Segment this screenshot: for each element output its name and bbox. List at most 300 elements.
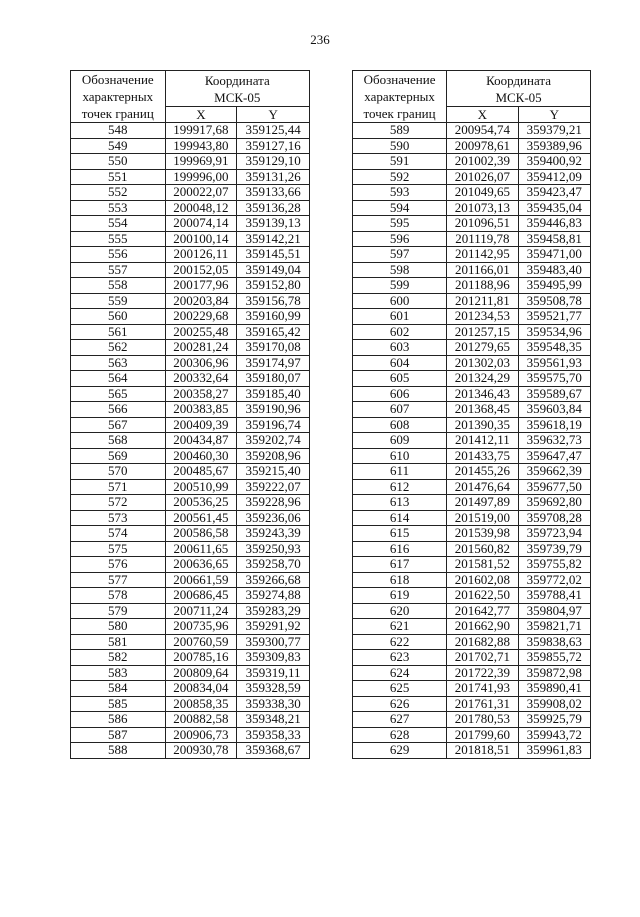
table-row [71,479,310,495]
y-coordinate-cell: 359202,74 [237,433,310,449]
y-coordinate-cell: 359208,96 [237,448,310,464]
x-coordinate-cell: 200409,39 [165,417,237,433]
x-coordinate-cell: 200048,12 [165,200,237,216]
y-coordinate-cell: 359755,82 [518,557,590,573]
point-id-cell: 581 [71,634,166,650]
point-id-cell: 582 [71,650,166,666]
point-id-cell: 589 [353,123,447,139]
x-coordinate-cell: 201602,08 [447,572,518,588]
x-coordinate-cell: 201560,82 [447,541,518,557]
y-coordinate-cell: 359534,96 [518,324,590,340]
point-id-cell: 562 [71,340,166,356]
x-coordinate-cell: 200611,65 [165,541,237,557]
table-row [71,448,310,464]
x-coordinate-cell: 201368,45 [447,402,518,418]
point-id-cell: 558 [71,278,166,294]
table-row [71,526,310,542]
table-row [71,309,310,325]
y-coordinate-cell: 359348,21 [237,712,310,728]
table-row [353,417,591,433]
x-coordinate-cell: 200882,58 [165,712,237,728]
x-coordinate-cell: 200485,67 [165,464,237,480]
x-coordinate-cell: 200930,78 [165,743,237,759]
point-id-cell: 570 [71,464,166,480]
y-coordinate-cell: 359283,29 [237,603,310,619]
point-id-cell: 552 [71,185,166,201]
x-coordinate-cell: 200785,16 [165,650,237,666]
y-coordinate-cell: 359165,42 [237,324,310,340]
point-id-cell: 603 [353,340,447,356]
point-id-cell: 593 [353,185,447,201]
point-id-cell: 610 [353,448,447,464]
table-row [353,696,591,712]
x-coordinate-cell: 200536,25 [165,495,237,511]
table-row [71,650,310,666]
x-coordinate-cell: 201390,35 [447,417,518,433]
x-coordinate-cell: 201818,51 [447,743,518,759]
point-id-cell: 587 [71,727,166,743]
table-row [353,402,591,418]
x-coordinate-cell: 201722,39 [447,665,518,681]
table-row [353,495,591,511]
table-row [71,712,310,728]
x-coordinate-cell: 201119,78 [447,231,518,247]
point-id-cell: 577 [71,572,166,588]
y-coordinate-cell: 359389,96 [518,138,590,154]
point-id-cell: 561 [71,324,166,340]
y-coordinate-cell: 359908,02 [518,696,590,712]
x-coordinate-cell: 200586,58 [165,526,237,542]
point-id-cell: 550 [71,154,166,170]
y-coordinate-cell: 359458,81 [518,231,590,247]
point-id-cell: 551 [71,169,166,185]
point-id-cell: 604 [353,355,447,371]
y-coordinate-cell: 359739,79 [518,541,590,557]
y-coordinate-cell: 359291,92 [237,619,310,635]
table-row [71,464,310,480]
point-id-cell: 548 [71,123,166,139]
point-id-cell: 569 [71,448,166,464]
table-row [71,696,310,712]
y-coordinate-cell: 359358,33 [237,727,310,743]
point-id-cell: 590 [353,138,447,154]
table-row [71,572,310,588]
y-coordinate-cell: 359379,21 [518,123,590,139]
x-coordinate-cell: 201412,11 [447,433,518,449]
point-id-cell: 612 [353,479,447,495]
table-row [353,572,591,588]
x-coordinate-cell: 200126,11 [165,247,237,263]
x-coordinate-cell: 201142,95 [447,247,518,263]
table-row [71,216,310,232]
y-coordinate-cell: 359243,39 [237,526,310,542]
table-row [353,510,591,526]
y-column-header: Y [237,107,310,123]
y-coordinate-cell: 359319,11 [237,665,310,681]
point-id-cell: 560 [71,309,166,325]
y-coordinate-cell: 359309,83 [237,650,310,666]
y-coordinate-cell: 359723,94 [518,526,590,542]
y-coordinate-cell: 359647,47 [518,448,590,464]
x-coordinate-cell: 200255,48 [165,324,237,340]
table-row [353,247,591,263]
table-row [353,278,591,294]
table-row [71,154,310,170]
point-id-cell: 594 [353,200,447,216]
x-coordinate-cell: 200281,24 [165,340,237,356]
x-coordinate-cell: 200332,64 [165,371,237,387]
point-id-cell: 607 [353,402,447,418]
y-coordinate-cell: 359127,16 [237,138,310,154]
table-row [71,138,310,154]
point-id-cell: 626 [353,696,447,712]
x-coordinate-cell: 200383,85 [165,402,237,418]
x-coordinate-cell: 200978,61 [447,138,518,154]
table-row [353,371,591,387]
x-coordinate-cell: 200100,14 [165,231,237,247]
point-id-cell: 563 [71,355,166,371]
coordinate-header: Координата МСК-05 [447,71,591,107]
point-id-cell: 629 [353,743,447,759]
point-id-cell: 598 [353,262,447,278]
y-coordinate-cell: 359483,40 [518,262,590,278]
y-coordinate-cell: 359139,13 [237,216,310,232]
point-id-cell: 575 [71,541,166,557]
table-row [353,433,591,449]
point-id-cell: 585 [71,696,166,712]
point-id-cell: 628 [353,727,447,743]
x-coordinate-cell: 199917,68 [165,123,237,139]
table-row [71,495,310,511]
y-coordinate-cell: 359400,92 [518,154,590,170]
point-id-cell: 576 [71,557,166,573]
x-coordinate-cell: 201799,60 [447,727,518,743]
x-coordinate-cell: 201026,07 [447,169,518,185]
y-coordinate-cell: 359250,93 [237,541,310,557]
coordinates-table-right-body [353,123,591,759]
point-id-cell: 567 [71,417,166,433]
x-coordinate-cell: 200760,59 [165,634,237,650]
x-coordinate-cell: 200711,24 [165,603,237,619]
table-row [353,479,591,495]
y-column-header: Y [518,107,590,123]
y-coordinate-cell: 359804,97 [518,603,590,619]
y-coordinate-cell: 359129,10 [237,154,310,170]
table-row [71,231,310,247]
x-coordinate-cell: 201073,13 [447,200,518,216]
table-row [353,448,591,464]
table-row [353,603,591,619]
y-coordinate-cell: 359890,41 [518,681,590,697]
y-coordinate-cell: 359174,97 [237,355,310,371]
table-row [71,185,310,201]
x-coordinate-cell: 200460,30 [165,448,237,464]
point-id-cell: 600 [353,293,447,309]
point-id-cell: 611 [353,464,447,480]
y-coordinate-cell: 359838,63 [518,634,590,650]
x-coordinate-cell: 201682,88 [447,634,518,650]
point-id-cell: 614 [353,510,447,526]
y-coordinate-cell: 359228,96 [237,495,310,511]
y-coordinate-cell: 359603,84 [518,402,590,418]
y-coordinate-cell: 359471,00 [518,247,590,263]
y-coordinate-cell: 359215,40 [237,464,310,480]
y-coordinate-cell: 359131,26 [237,169,310,185]
page-number: 236 [310,32,330,47]
y-coordinate-cell: 359149,04 [237,262,310,278]
x-coordinate-cell: 201476,64 [447,479,518,495]
table-row [71,278,310,294]
point-id-cell: 554 [71,216,166,232]
point-id-cell: 605 [353,371,447,387]
y-coordinate-cell: 359125,44 [237,123,310,139]
y-coordinate-cell: 359338,30 [237,696,310,712]
y-coordinate-cell: 359152,80 [237,278,310,294]
x-coordinate-cell: 200510,99 [165,479,237,495]
point-id-cell: 566 [71,402,166,418]
y-coordinate-cell: 359548,35 [518,340,590,356]
point-id-cell: 624 [353,665,447,681]
x-coordinate-cell: 200954,74 [447,123,518,139]
x-coordinate-cell: 200074,14 [165,216,237,232]
x-coordinate-cell: 201188,96 [447,278,518,294]
table-row [353,185,591,201]
x-coordinate-cell: 200858,35 [165,696,237,712]
y-coordinate-cell: 359575,70 [518,371,590,387]
x-coordinate-cell: 201346,43 [447,386,518,402]
x-coordinate-cell: 201257,15 [447,324,518,340]
table-row [71,324,310,340]
table-row [353,324,591,340]
x-coordinate-cell: 201096,51 [447,216,518,232]
table-row [71,371,310,387]
table-row [71,727,310,743]
point-id-cell: 627 [353,712,447,728]
table-row [353,619,591,635]
point-id-cell: 578 [71,588,166,604]
x-coordinate-cell: 199969,91 [165,154,237,170]
y-coordinate-cell: 359925,79 [518,712,590,728]
y-coordinate-cell: 359495,99 [518,278,590,294]
point-id-cell: 616 [353,541,447,557]
point-id-cell: 568 [71,433,166,449]
table-row [71,402,310,418]
x-coordinate-cell: 201780,53 [447,712,518,728]
x-coordinate-cell: 201279,65 [447,340,518,356]
table-row [353,309,591,325]
point-id-cell: 599 [353,278,447,294]
table-row [71,262,310,278]
table-row [353,231,591,247]
y-coordinate-cell: 359222,07 [237,479,310,495]
table-row [71,386,310,402]
x-coordinate-cell: 200177,96 [165,278,237,294]
x-coordinate-cell: 201433,75 [447,448,518,464]
table-row [353,557,591,573]
point-id-cell: 559 [71,293,166,309]
y-coordinate-cell: 359708,28 [518,510,590,526]
table-row [71,433,310,449]
point-id-cell: 619 [353,588,447,604]
table-row [71,247,310,263]
table-row [71,681,310,697]
y-coordinate-cell: 359236,06 [237,510,310,526]
y-coordinate-cell: 359521,77 [518,309,590,325]
point-id-cell: 623 [353,650,447,666]
x-coordinate-cell: 201234,53 [447,309,518,325]
x-coordinate-cell: 201761,31 [447,696,518,712]
y-coordinate-cell: 359561,93 [518,355,590,371]
y-coordinate-cell: 359677,50 [518,479,590,495]
point-id-cell: 574 [71,526,166,542]
table-row [353,262,591,278]
y-coordinate-cell: 359160,99 [237,309,310,325]
x-coordinate-cell: 200809,64 [165,665,237,681]
table-row [353,650,591,666]
table-row [71,557,310,573]
table-row [71,634,310,650]
y-coordinate-cell: 359435,04 [518,200,590,216]
y-coordinate-cell: 359412,09 [518,169,590,185]
table-row [71,200,310,216]
point-id-cell: 586 [71,712,166,728]
table-row [353,169,591,185]
table-row [71,169,310,185]
table-row [353,541,591,557]
table-row [353,526,591,542]
designation-header: Обозначение характерных точек границ [353,71,447,123]
table-row [71,603,310,619]
y-coordinate-cell: 359328,59 [237,681,310,697]
x-coordinate-cell: 200203,84 [165,293,237,309]
point-id-cell: 573 [71,510,166,526]
y-coordinate-cell: 359692,80 [518,495,590,511]
point-id-cell: 580 [71,619,166,635]
point-id-cell: 609 [353,433,447,449]
y-coordinate-cell: 359170,08 [237,340,310,356]
x-coordinate-cell: 201324,29 [447,371,518,387]
table-row [353,681,591,697]
y-coordinate-cell: 359855,72 [518,650,590,666]
x-coordinate-cell: 201662,90 [447,619,518,635]
table-row [353,216,591,232]
y-coordinate-cell: 359821,71 [518,619,590,635]
x-coordinate-cell: 200906,73 [165,727,237,743]
table-row [353,665,591,681]
y-coordinate-cell: 359589,67 [518,386,590,402]
x-coordinate-cell: 200229,68 [165,309,237,325]
point-id-cell: 620 [353,603,447,619]
x-coordinate-cell: 201302,03 [447,355,518,371]
point-id-cell: 608 [353,417,447,433]
x-coordinate-cell: 201642,77 [447,603,518,619]
point-id-cell: 596 [353,231,447,247]
point-id-cell: 618 [353,572,447,588]
point-id-cell: 588 [71,743,166,759]
table-row [353,464,591,480]
point-id-cell: 601 [353,309,447,325]
y-coordinate-cell: 359872,98 [518,665,590,681]
point-id-cell: 602 [353,324,447,340]
coordinates-table-right [352,70,591,759]
table-row [353,588,591,604]
y-coordinate-cell: 359961,83 [518,743,590,759]
point-id-cell: 571 [71,479,166,495]
point-id-cell: 553 [71,200,166,216]
table-row [353,355,591,371]
x-coordinate-cell: 199996,00 [165,169,237,185]
x-coordinate-cell: 201211,81 [447,293,518,309]
point-id-cell: 617 [353,557,447,573]
x-column-header: X [165,107,237,123]
y-coordinate-cell: 359185,40 [237,386,310,402]
point-id-cell: 564 [71,371,166,387]
table-row [353,712,591,728]
table-row [353,138,591,154]
point-id-cell: 583 [71,665,166,681]
y-coordinate-cell: 359258,70 [237,557,310,573]
point-id-cell: 595 [353,216,447,232]
x-coordinate-cell: 201702,71 [447,650,518,666]
y-coordinate-cell: 359196,74 [237,417,310,433]
point-id-cell: 622 [353,634,447,650]
point-id-cell: 615 [353,526,447,542]
table-row [71,588,310,604]
y-coordinate-cell: 359266,68 [237,572,310,588]
x-coordinate-cell: 200561,45 [165,510,237,526]
table-row [71,743,310,759]
point-id-cell: 565 [71,386,166,402]
point-id-cell: 591 [353,154,447,170]
x-coordinate-cell: 200735,96 [165,619,237,635]
x-coordinate-cell: 199943,80 [165,138,237,154]
x-coordinate-cell: 201166,01 [447,262,518,278]
table-row [71,510,310,526]
table-row [71,293,310,309]
point-id-cell: 572 [71,495,166,511]
table-row [353,200,591,216]
y-coordinate-cell: 359180,07 [237,371,310,387]
x-coordinate-cell: 200358,27 [165,386,237,402]
y-coordinate-cell: 359508,78 [518,293,590,309]
point-id-cell: 579 [71,603,166,619]
point-id-cell: 592 [353,169,447,185]
x-coordinate-cell: 200686,45 [165,588,237,604]
table-row [353,340,591,356]
y-coordinate-cell: 359943,72 [518,727,590,743]
y-coordinate-cell: 359423,47 [518,185,590,201]
x-coordinate-cell: 200022,07 [165,185,237,201]
x-coordinate-cell: 201497,89 [447,495,518,511]
x-coordinate-cell: 201741,93 [447,681,518,697]
coordinates-table-left [70,70,310,759]
x-column-header: X [447,107,518,123]
x-coordinate-cell: 200661,59 [165,572,237,588]
point-id-cell: 606 [353,386,447,402]
table-row [71,417,310,433]
x-coordinate-cell: 200152,05 [165,262,237,278]
x-coordinate-cell: 201519,00 [447,510,518,526]
point-id-cell: 557 [71,262,166,278]
y-coordinate-cell: 359368,67 [237,743,310,759]
point-id-cell: 597 [353,247,447,263]
point-id-cell: 556 [71,247,166,263]
y-coordinate-cell: 359772,02 [518,572,590,588]
y-coordinate-cell: 359632,73 [518,433,590,449]
table-row [353,727,591,743]
coordinate-header: Координата МСК-05 [165,71,309,107]
x-coordinate-cell: 200306,96 [165,355,237,371]
